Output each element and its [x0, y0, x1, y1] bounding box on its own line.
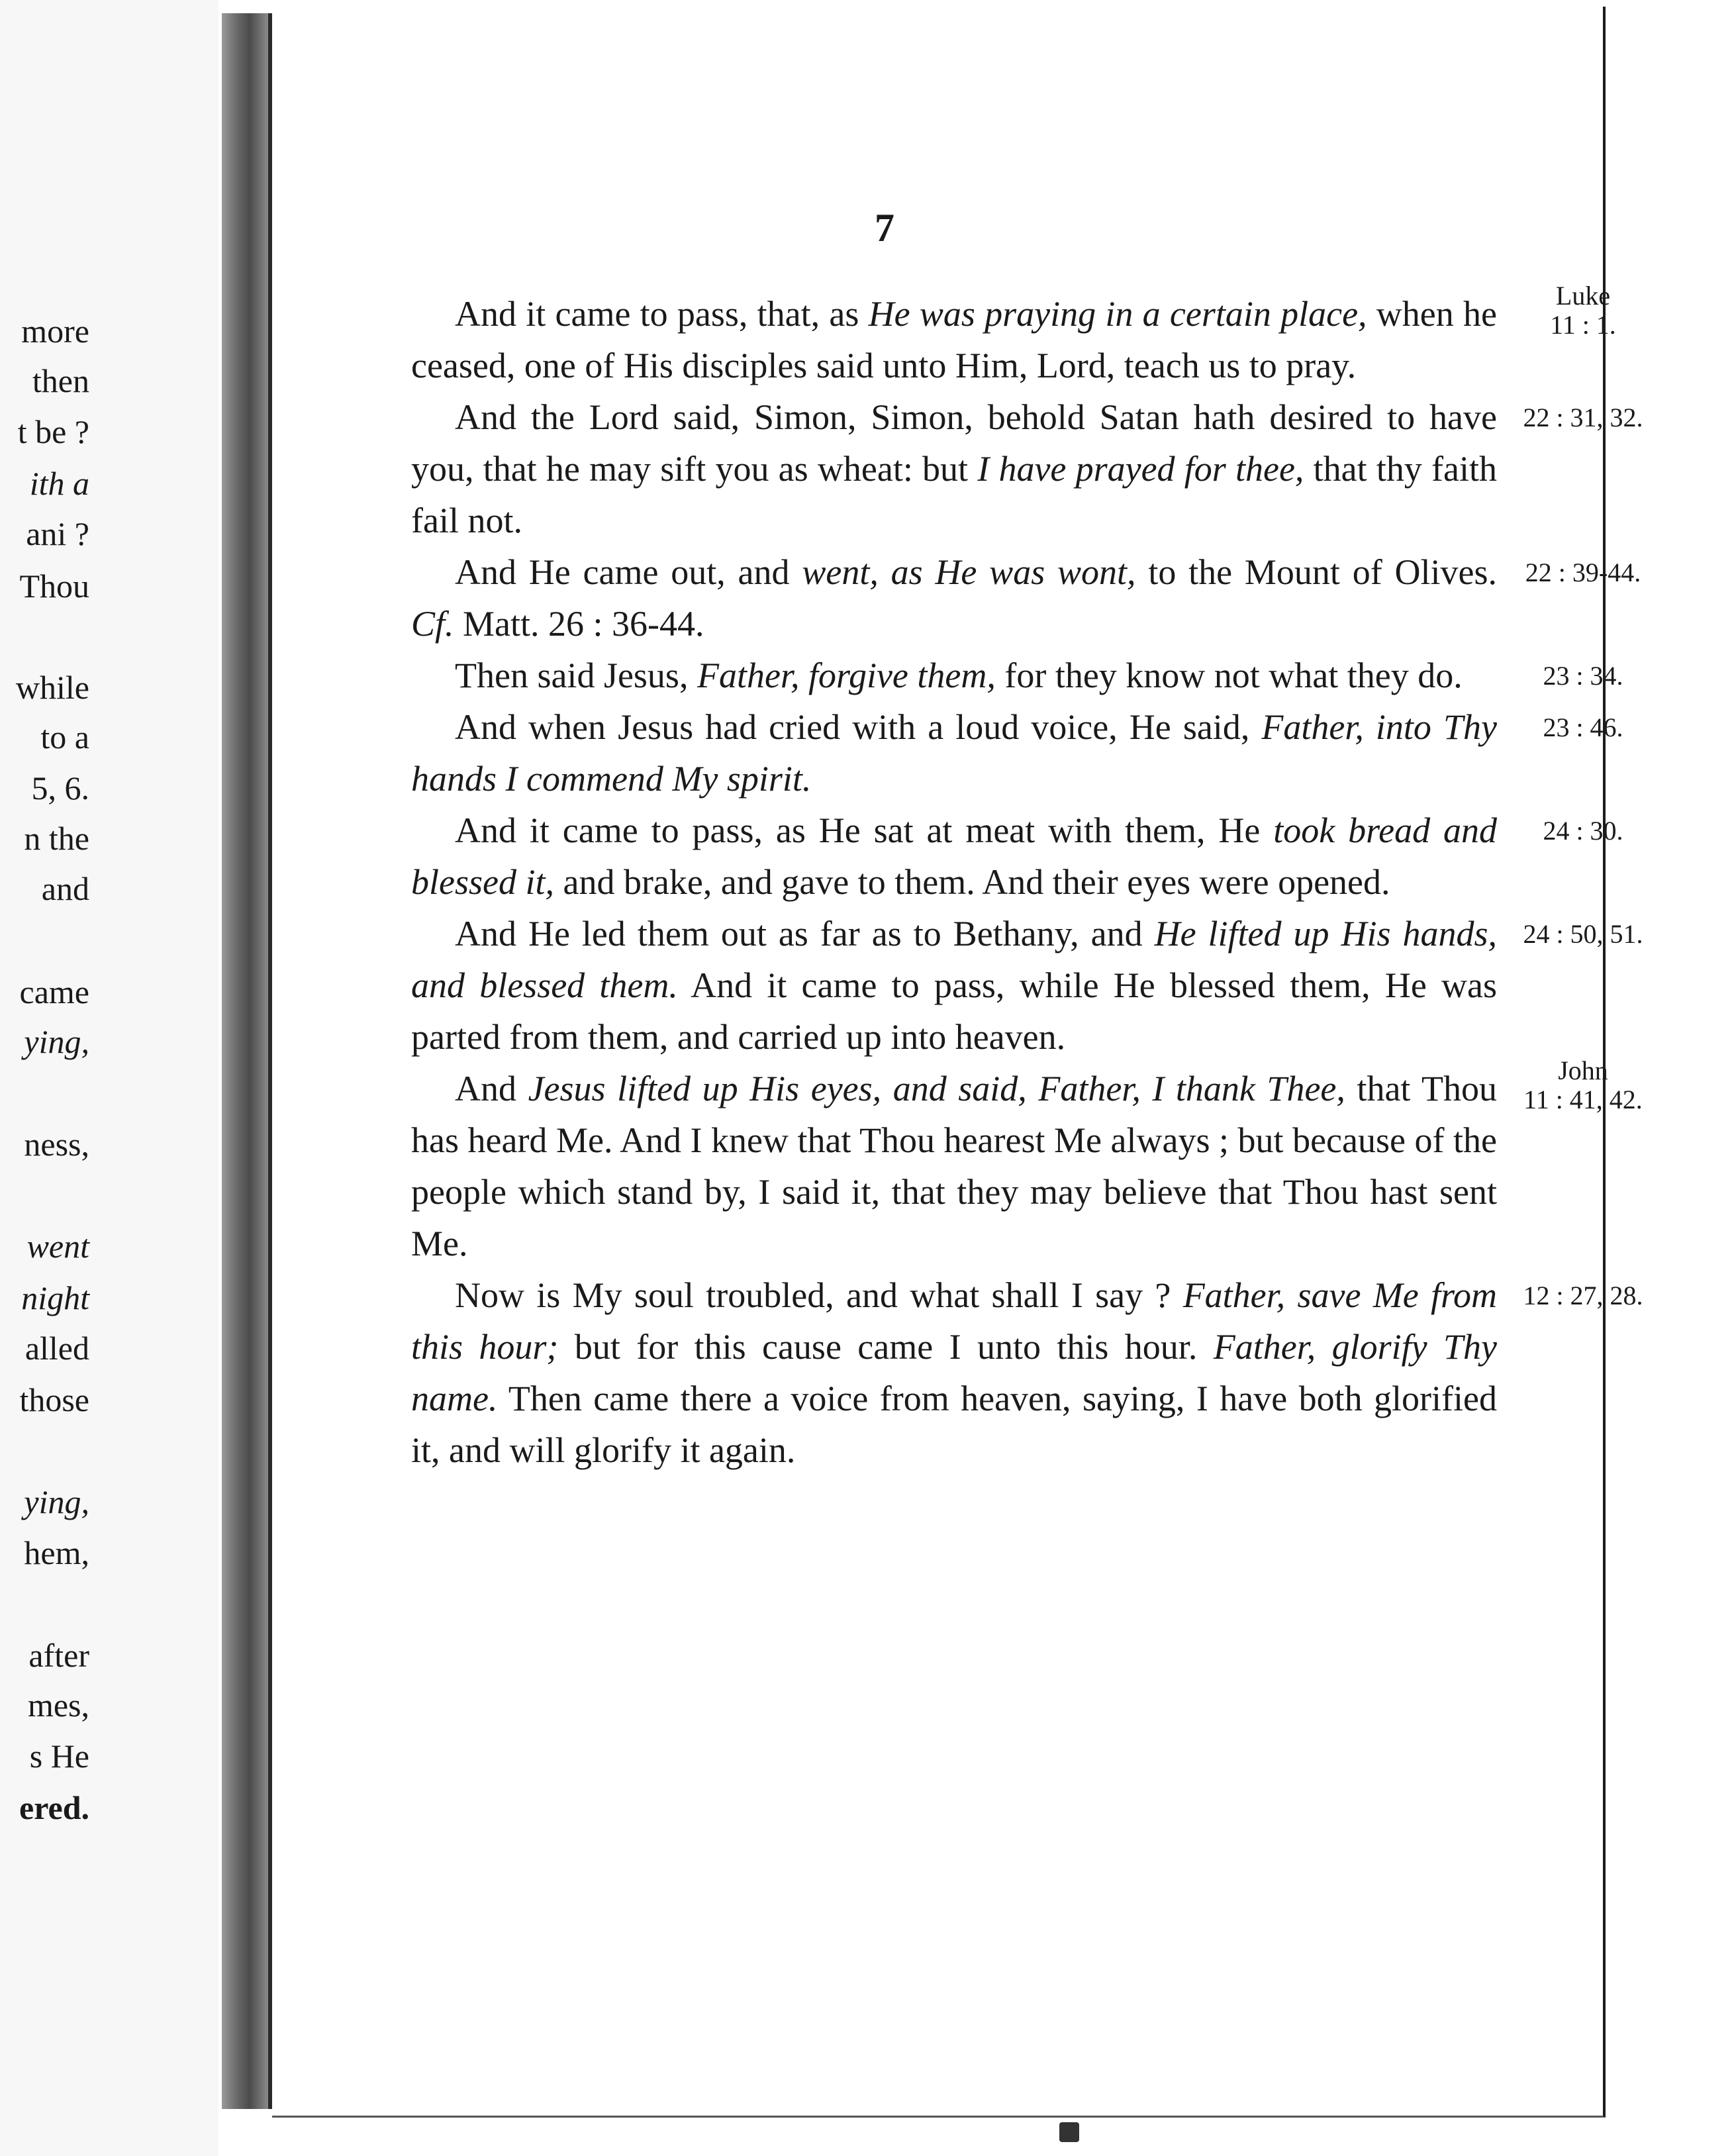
facing-page-fragment: and — [41, 870, 89, 907]
facing-page-fragment: ying, — [24, 1023, 89, 1060]
right-page — [272, 7, 1643, 2118]
text-segment: for they know not what they do. — [995, 656, 1463, 695]
text-segment: And it came to pass, as He sat at meat with them, He — [455, 810, 1274, 850]
facing-page-fragment: ered. — [19, 1789, 89, 1826]
facing-page-fragment: ness, — [24, 1126, 89, 1163]
scripture-paragraph — [411, 1269, 1497, 1476]
italic-text: Father, glorify Thy name. — [411, 1327, 1497, 1418]
facing-page-fragment: mes, — [27, 1687, 89, 1724]
verse-reference — [1500, 1281, 1666, 1310]
text-segment: and brake, and gave to them. And their eyes were opened. — [553, 862, 1390, 902]
chapter-verse: 24 : 50, 51. — [1523, 919, 1643, 949]
italic-text: Father, save Me from this hour; — [411, 1275, 1497, 1367]
facing-page-fragment: more — [21, 313, 89, 350]
scripture-paragraph — [411, 650, 1497, 701]
text-segment: but for this cause came I unto this hour. — [558, 1327, 1214, 1367]
chapter-verse: 22 : 39-44. — [1525, 558, 1641, 587]
facing-page-fragment: then — [32, 362, 89, 399]
facing-page-fragment: t be ? — [17, 413, 89, 450]
facing-page-fragment: after — [28, 1637, 89, 1674]
chapter-verse: 22 : 31, 32. — [1523, 403, 1643, 432]
page-number: 7 — [875, 206, 894, 250]
text-segment: Matt. 26 : 36-44. — [454, 604, 704, 644]
chapter-verse: 23 : 46. — [1543, 712, 1623, 742]
chapter-verse: 23 : 34. — [1543, 661, 1623, 691]
facing-page-fragment: ani ? — [26, 515, 89, 552]
scripture-paragraph — [411, 908, 1497, 1063]
facing-page-fragment: 5, 6. — [31, 769, 89, 807]
body-text — [411, 281, 1643, 1476]
chapter-verse: 11 : 1. — [1550, 310, 1616, 340]
italic-text: He was praying in a certain place, — [868, 294, 1367, 334]
verse-reference — [1500, 662, 1666, 691]
facing-page-fragment: s He — [29, 1738, 89, 1775]
book-gutter — [222, 13, 268, 2109]
facing-page-fragment: hem, — [24, 1534, 89, 1571]
scripture-paragraph — [411, 391, 1497, 546]
scripture-paragraph — [411, 546, 1497, 650]
facing-page-fragment: ying, — [24, 1483, 89, 1520]
text-segment: to the Mount of Olives. — [1135, 552, 1497, 592]
verse-reference — [1500, 713, 1666, 742]
text-segment: that Thou has heard Me. And I knew that Thou hearest Me always ; but because of the people which stand by, I said it, that they may believe that Thou hast sent Me. — [411, 1069, 1497, 1263]
text-segment: And — [455, 1069, 528, 1108]
book-name: John — [1558, 1055, 1608, 1085]
text-segment: And He came out, and — [455, 552, 802, 592]
facing-page-fragment: went — [26, 1228, 89, 1265]
text-segment: And the Lord said, Simon, Simon, behold Satan hath desired to have you, that he may sift you as wheat: but — [411, 397, 1497, 489]
facing-page-fragment: those — [19, 1381, 89, 1418]
facing-page-fragment: night — [21, 1279, 89, 1316]
text-segment: Then came there a voice from heaven, saying, I have both glorified it, and will glorify it again. — [411, 1379, 1497, 1470]
facing-page-fragment: alled — [24, 1330, 89, 1367]
text-segment: that thy faith fail not. — [411, 449, 1497, 540]
italic-text: took bread and blessed it, — [411, 810, 1497, 902]
italic-text: went, as He was wont, — [802, 552, 1136, 592]
verse-reference — [1500, 920, 1666, 949]
text-segment: And when Jesus had cried with a loud voice, He said, — [455, 707, 1262, 747]
verse-reference — [1500, 558, 1666, 587]
verse-reference — [1500, 816, 1666, 846]
facing-page-fragment: came — [19, 973, 89, 1010]
chapter-verse: 24 : 30. — [1543, 816, 1623, 846]
text-segment: when he ceased, one of His disciples said unto Him, Lord, teach us to pray. — [411, 294, 1497, 385]
verse-reference — [1500, 281, 1666, 340]
text-segment: And it came to pass, while He blessed them, He was parted from them, and carried up into heaven. — [411, 965, 1497, 1057]
scripture-paragraph — [411, 1063, 1497, 1269]
facing-page — [0, 0, 218, 2156]
text-segment: Now is My soul troubled, and what shall I say ? — [455, 1275, 1183, 1315]
facing-page-fragment: ith a — [29, 465, 89, 502]
chapter-verse: 12 : 27, 28. — [1523, 1281, 1643, 1310]
italic-text: He lifted up His hands, and blessed them. — [411, 914, 1497, 1005]
verse-reference — [1500, 1056, 1666, 1114]
facing-page-fragment: to a — [40, 718, 89, 756]
italic-text: Jesus lifted up His eyes, and said, Father, I thank Thee, — [528, 1069, 1345, 1108]
book-name: Luke — [1555, 281, 1611, 311]
italic-text: I have prayed for thee, — [977, 449, 1304, 489]
text-segment: And He led them out as far as to Bethany, and — [455, 914, 1155, 954]
italic-text: Father, into Thy hands I commend My spirit. — [411, 707, 1497, 799]
scripture-paragraph — [411, 805, 1497, 908]
verse-reference — [1500, 403, 1666, 432]
scripture-paragraph — [411, 288, 1497, 391]
italic-text: Father, forgive them, — [697, 656, 996, 695]
text-segment: And it came to pass, that, as — [455, 294, 869, 334]
italic-text: Cf. — [411, 604, 454, 644]
facing-page-fragment: n the — [24, 820, 89, 857]
scan-speck — [1059, 2122, 1079, 2142]
facing-page-fragment: while — [15, 669, 89, 706]
scripture-paragraph — [411, 701, 1497, 805]
facing-page-fragment: Thou — [19, 567, 89, 605]
text-segment: Then said Jesus, — [455, 656, 697, 695]
chapter-verse: 11 : 41, 42. — [1523, 1085, 1643, 1114]
